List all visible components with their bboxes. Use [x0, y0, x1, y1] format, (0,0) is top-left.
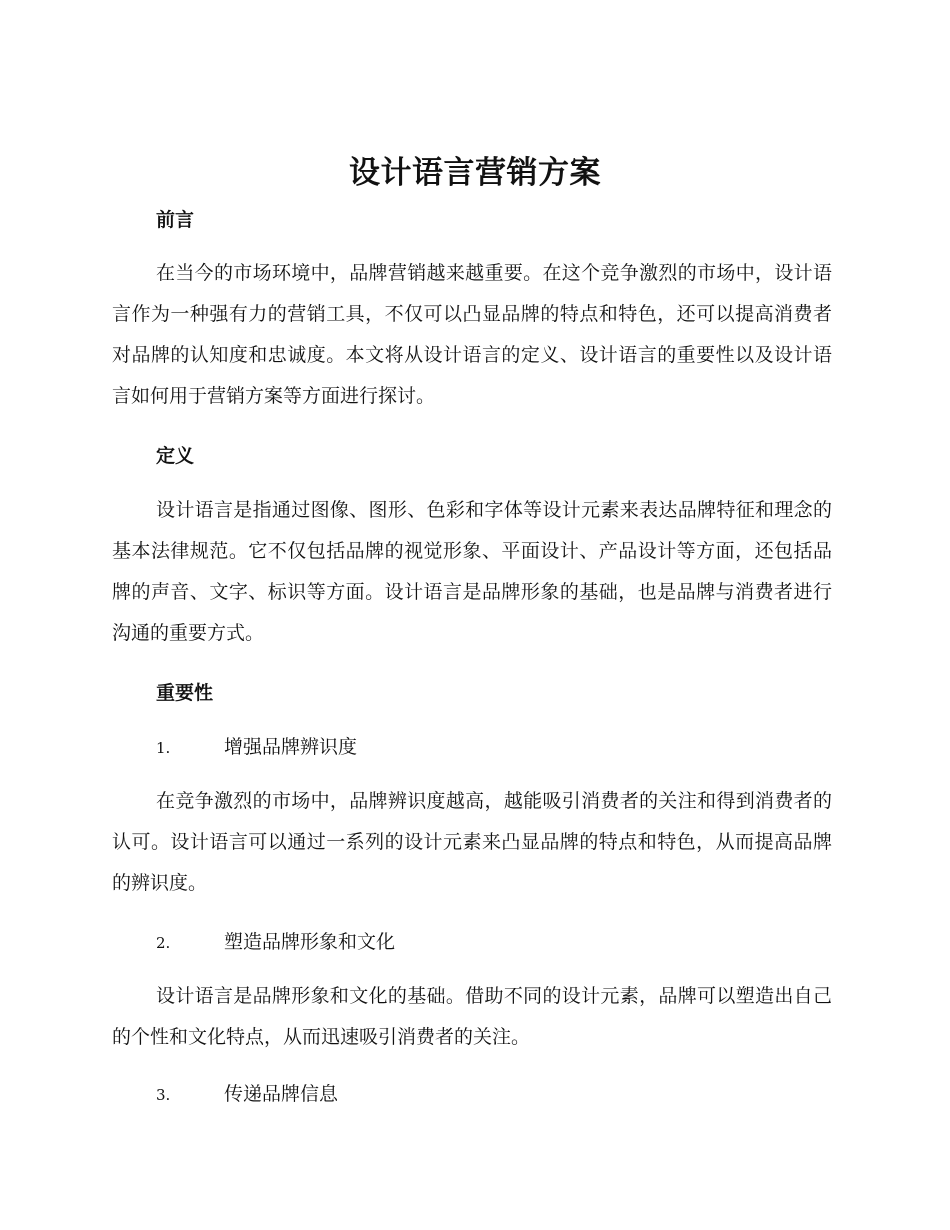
list-item-label: 塑造品牌形象和文化 [224, 931, 396, 953]
list-item-label: 增强品牌辨识度 [224, 736, 358, 758]
list-item-number: 3. [156, 1086, 171, 1104]
definition-paragraph: 设计语言是指通过图像、图形、色彩和字体等设计元素来表达品牌特征和理念的基本法律规范。它不仅包括品牌的视觉形象、平面设计、产品设计等方面，还包括品牌的声音、文字、标识等方面。设计语言是品牌形象的基础，也是品牌与消费者进行沟通的重要方式。 [112, 499, 832, 644]
section-heading-preface: 前言 [156, 209, 195, 231]
document-title: 设计语言营销方案 [349, 155, 601, 191]
importance-item-2-paragraph: 设计语言是品牌形象和文化的基础。借助不同的设计元素，品牌可以塑造出自己的个性和文化特点，从而迅速吸引消费者的关注。 [112, 985, 832, 1048]
list-item [156, 1080, 338, 1109]
importance-item-1-paragraph: 在竞争激烈的市场中，品牌辨识度越高，越能吸引消费者的关注和得到消费者的认可。设计语言可以通过一系列的设计元素来凸显品牌的特点和特色，从而提高品牌的辨识度。 [112, 790, 832, 894]
section-heading-definition: 定义 [156, 445, 195, 467]
list-item-label: 传递品牌信息 [224, 1083, 339, 1105]
list-item [156, 733, 357, 762]
list-item-number: 1. [156, 739, 171, 757]
preface-paragraph: 在当今的市场环境中，品牌营销越来越重要。在这个竞争激烈的市场中，设计语言作为一种强有力的营销工具，不仅可以凸显品牌的特点和特色，还可以提高消费者对品牌的认知度和忠诚度。本文将从设计语言的定义、设计语言的重要性以及设计语言如何用于营销方案等方面进行探讨。 [112, 262, 832, 407]
list-item-number: 2. [156, 934, 171, 952]
section-heading-importance: 重要性 [156, 682, 214, 704]
list-item [156, 928, 395, 957]
